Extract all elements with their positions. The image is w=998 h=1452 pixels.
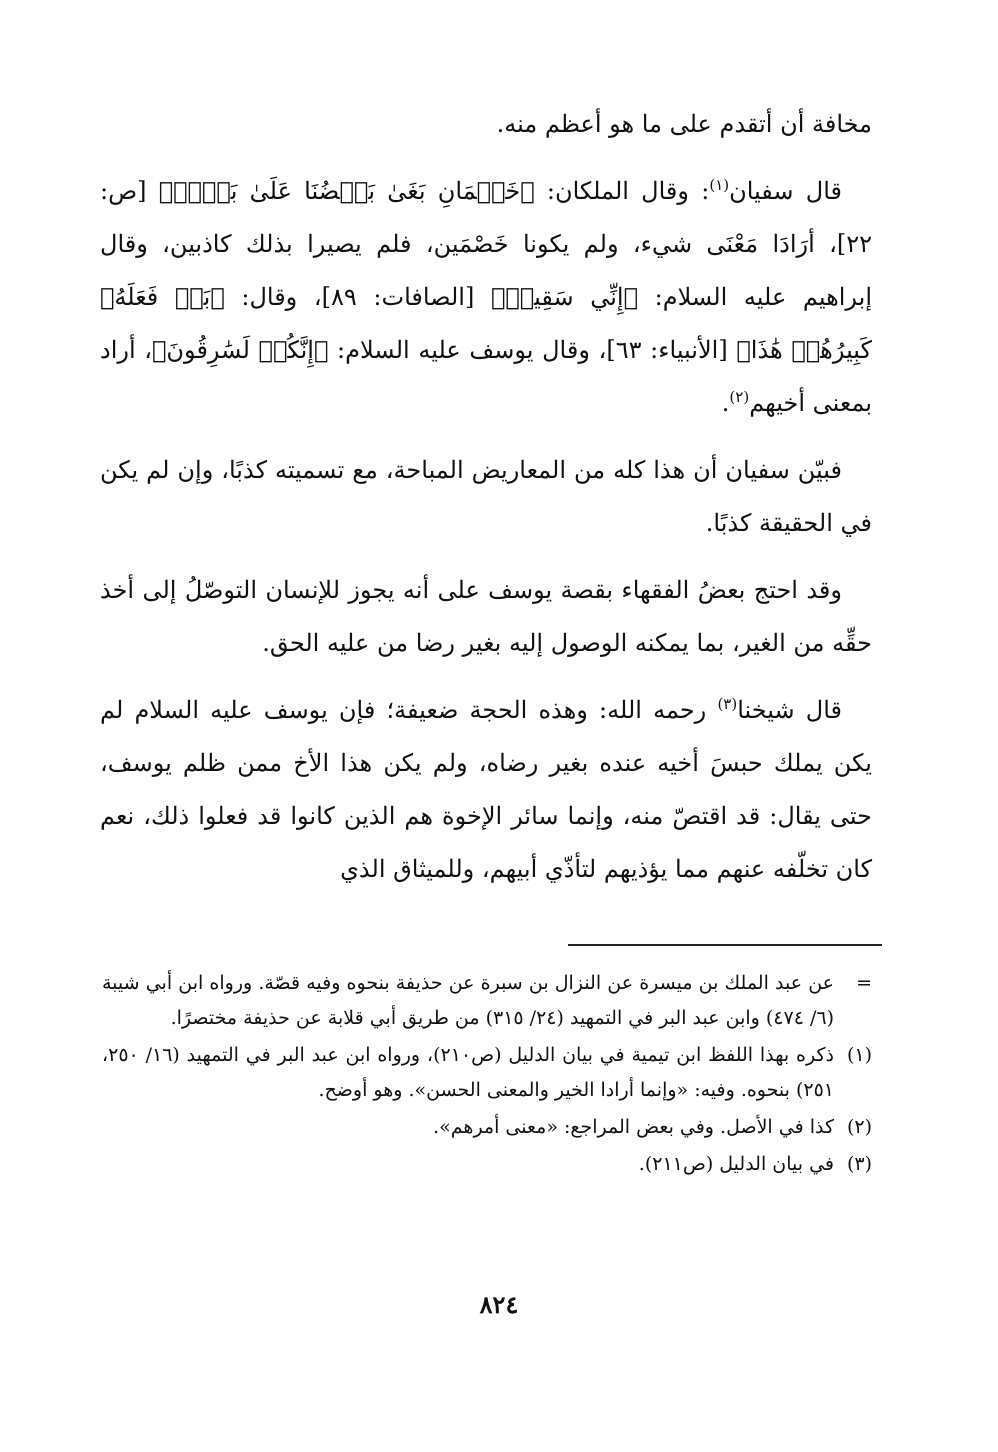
- paragraph-2-text: : وقال الملكان:: [534, 177, 710, 205]
- footnote-text: في بيان الدليل (ص٢١١).: [638, 1153, 834, 1175]
- footnote-continued: [102, 966, 872, 1036]
- footnote-3: [102, 1147, 872, 1182]
- footnote-text: كذا في الأصل. وفي بعض المراجع: «معنى أمرهم».: [433, 1116, 834, 1138]
- paragraph-1-text: مخافة أن أتقدم على ما هو أعظم منه.: [496, 110, 872, 138]
- footnote-marker: (١): [846, 1044, 872, 1066]
- paragraph-3-text: فبيّن سفيان أن هذا كله من المعاريض المباحة، مع تسميته كذبًا، وإن لم يكن في الحقيقة كذبًا.: [100, 456, 872, 537]
- paragraph-5-text: قال شيخنا: [737, 696, 843, 724]
- page-number: ٨٢٤: [479, 1290, 519, 1319]
- footnote-ref-1: (١): [709, 176, 730, 194]
- paragraph-3: [100, 444, 872, 550]
- footnote-2: [102, 1110, 872, 1145]
- footnotes: [102, 966, 872, 1184]
- footnote-1: [102, 1038, 872, 1108]
- quran-verse: ﴿إِنِّي سَقِيمٞ﴾: [490, 283, 639, 311]
- paragraph-2-text: .: [721, 389, 730, 417]
- footnote-ref-2: (٢): [729, 388, 750, 406]
- paragraph-5: [100, 684, 872, 896]
- footnote-text: عن عبد الملك بن ميسرة عن النزال بن سبرة عن حذيفة بنحوه وفيه قصّة. ورواه ابن أبي شيبة (٦/ ٤٧٤) وابن عبد البر في التمهيد (٢٤/ ٣١٥) من طريق أبي قلابة عن حذيفة مختصرًا.: [102, 972, 834, 1029]
- quran-verse: ﴿خَصۡمَانِ بَغَىٰ بَعۡضُنَا عَلَىٰ بَعۡضٖ﴾: [158, 177, 535, 205]
- paragraph-5-text: رحمه الله: وهذه الحجة ضعيفة؛ فإن يوسف عليه السلام لم يكن يملك حبسَ أخيه عنده بغير رضاه، ولم يكن هذا الأخ ممن ظلم يوسف، حتى يقال: قد اقتصّ منه، وإنما سائر الإخوة هم الذين كانوا قد فعلوا ذلك، نعم كان تخلّفه عنهم مما يؤذيهم لتأذّي أبيهم، وللميثاق الذي: [100, 696, 872, 883]
- paragraph-2-text: قال سفيان: [729, 177, 843, 205]
- footnote-text: ذكره بهذا اللفظ ابن تيمية في بيان الدليل (ص٢١٠)، ورواه ابن عبد البر في التمهيد (١٦/ ٢٥٠، ٢٥١) بنحوه. وفيه: «وإنما أرادا الخير والمعنى الحسن». وهو أوضح.: [102, 1044, 834, 1101]
- paragraph-2-text: ، أراد بمعنى أخيهم: [100, 336, 872, 417]
- footnote-ref-3: (٣): [717, 695, 738, 713]
- footnote-separator: [568, 944, 882, 946]
- quran-verse: ﴿بَلۡ فَعَلَهُۥ كَبِيرُهُمۡ هَٰذَا﴾: [100, 283, 872, 364]
- paragraph-4-text: وقد احتج بعضُ الفقهاء بقصة يوسف على أنه يجوز للإنسان التوصّلُ إلى أخذ حقِّه من الغير، بما يمكنه الوصول إليه بغير رضا من عليه الحق.: [100, 576, 872, 657]
- footnote-marker: (٣): [846, 1153, 872, 1175]
- footnote-marker: (٢): [846, 1116, 872, 1138]
- quran-verse: ﴿إِنَّكُمۡ لَسَٰرِقُونَ﴾: [152, 336, 329, 364]
- paragraph-2-text: [ص: ٢٢]، أرَادَا مَعْنَى شيء، ولم يكونا خَصْمَين، فلم يصيرا بذلك كاذبين، وقال إبراهيم عليه السلام:: [100, 177, 873, 311]
- paragraph-2-text: [الصافات: ٨٩]، وقال:: [224, 283, 491, 311]
- paragraph-1: [100, 98, 872, 151]
- main-text: [100, 98, 872, 910]
- footnote-marker: =: [856, 972, 872, 994]
- paragraph-2: [100, 165, 872, 430]
- paragraph-4: [100, 564, 872, 670]
- paragraph-2-text: [الأنبياء: ٦٣]، وقال يوسف عليه السلام:: [328, 336, 737, 364]
